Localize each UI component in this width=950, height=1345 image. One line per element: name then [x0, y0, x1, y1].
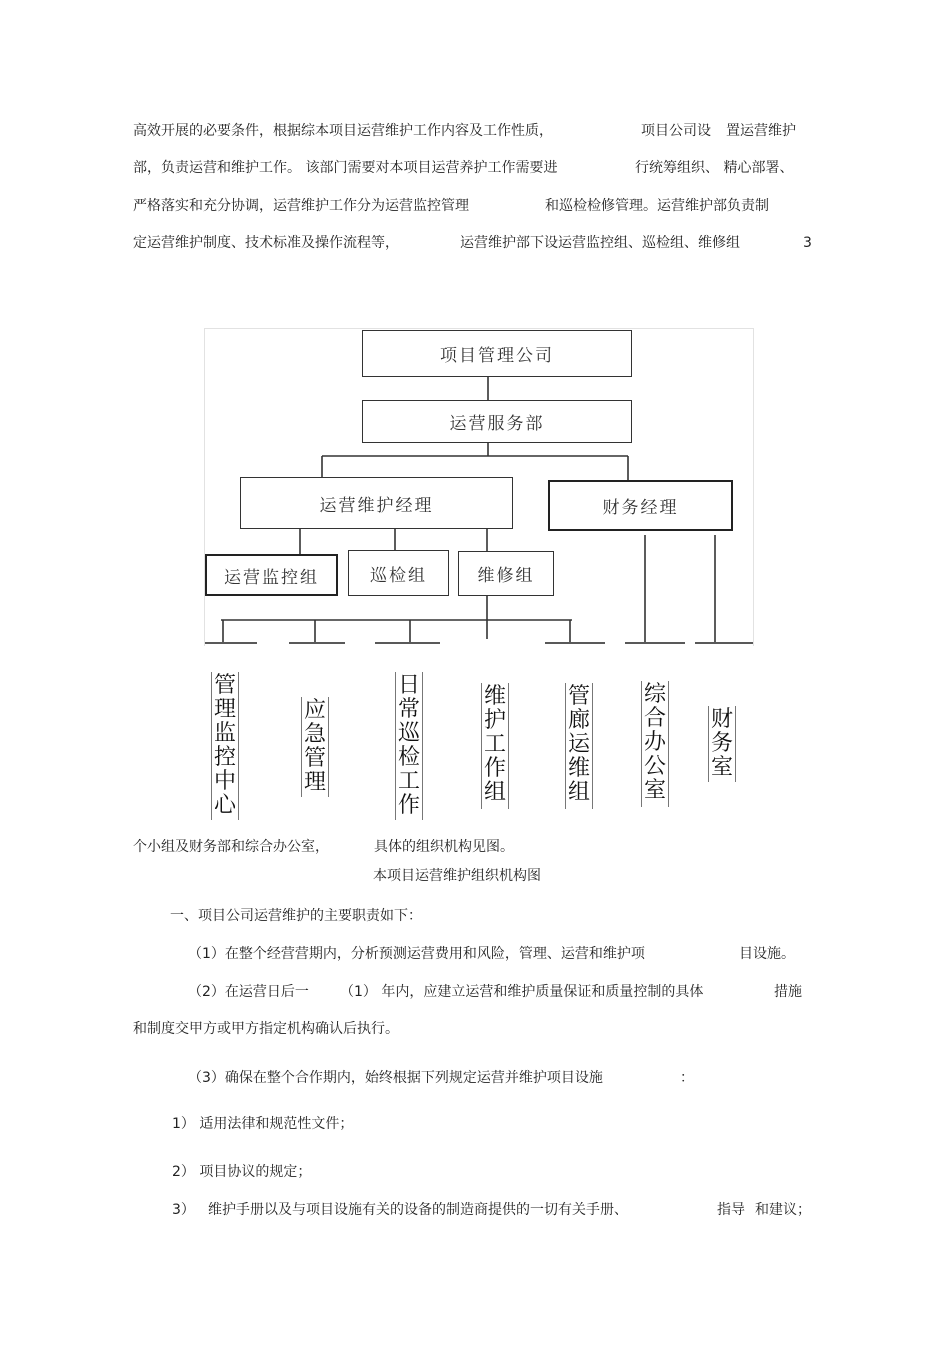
om-manager-box: 运营维护经理	[240, 477, 513, 529]
unit-label: 综合办公室	[641, 681, 669, 807]
intro-text: 定运营维护制度、技术标准及操作流程等，	[133, 235, 399, 251]
intro-text: 项目公司设	[641, 123, 711, 139]
group-box: 巡检组	[348, 550, 449, 596]
unit-label: 日常巡检工作	[395, 672, 423, 820]
intro-text: 置运营维护	[726, 123, 796, 139]
body-text: 3）	[172, 1202, 195, 1218]
intro-text: 部，负责运营和维护工作。 该部门需要对本项目运营养护工作需要进	[133, 160, 558, 176]
unit-label: 维护工作组	[481, 683, 509, 809]
body-text: 指导	[717, 1202, 745, 1218]
body-text: 目设施。	[739, 946, 795, 962]
group-box: 运营监控组	[205, 554, 338, 596]
intro-text: 行统筹组织、 精心部署、	[635, 160, 794, 176]
company-box: 项目管理公司	[362, 330, 632, 377]
group-box: 维修组	[458, 551, 554, 596]
figure-caption: 本项目运营维护组织机构图	[373, 868, 541, 884]
intro-text: 和巡检检修管理。运营维护部负责制	[545, 198, 769, 214]
intro-text: 高效开展的必要条件，根据综本项目运营维护工作内容及工作性质，	[133, 123, 553, 139]
body-text: 具体的组织机构见图。	[374, 839, 514, 855]
finance-manager-box: 财务经理	[548, 480, 733, 531]
body-text: （1）在整个经营营期内，分析预测运营费用和风险，管理、运营和维护项	[188, 946, 645, 962]
service-dept-box: 运营服务部	[362, 400, 632, 443]
body-text: ：	[680, 1070, 694, 1086]
body-text: （3）确保在整个合作期内，始终根据下列规定运营并维护项目设施	[188, 1070, 603, 1086]
body-text: 个小组及财务部和综合办公室，	[133, 839, 329, 855]
unit-label: 管理监控中心	[211, 672, 239, 820]
org-chart	[205, 329, 753, 644]
sub-item-1: 1） 适用法律和规范性文件；	[172, 1116, 354, 1132]
unit-label: 管廊运维组	[565, 683, 593, 809]
intro-text: 运营维护部下设运营监控组、巡检组、维修组	[460, 235, 740, 251]
body-text: 和建议；	[755, 1202, 811, 1218]
sub-item-2: 2） 项目协议的规定；	[172, 1164, 312, 1180]
intro-text: 3	[803, 235, 812, 251]
duties-heading: 一、项目公司运营维护的主要职责如下：	[170, 908, 422, 924]
body-text: 维护手册以及与项目设施有关的设备的制造商提供的一切有关手册、	[208, 1202, 628, 1218]
body-text: （2）在运营日后一	[188, 984, 309, 1000]
intro-text: 严格落实和充分协调，运营维护工作分为运营监控管理	[133, 198, 469, 214]
unit-label: 应急管理	[301, 697, 329, 797]
duty-item-2-cont: 和制度交甲方或甲方指定机构确认后执行。	[133, 1021, 399, 1037]
body-text: （1） 年内，应建立运营和维护质量保证和质量控制的具体	[340, 984, 704, 1000]
unit-label: 财务室	[708, 706, 736, 782]
body-text: 措施	[774, 984, 802, 1000]
